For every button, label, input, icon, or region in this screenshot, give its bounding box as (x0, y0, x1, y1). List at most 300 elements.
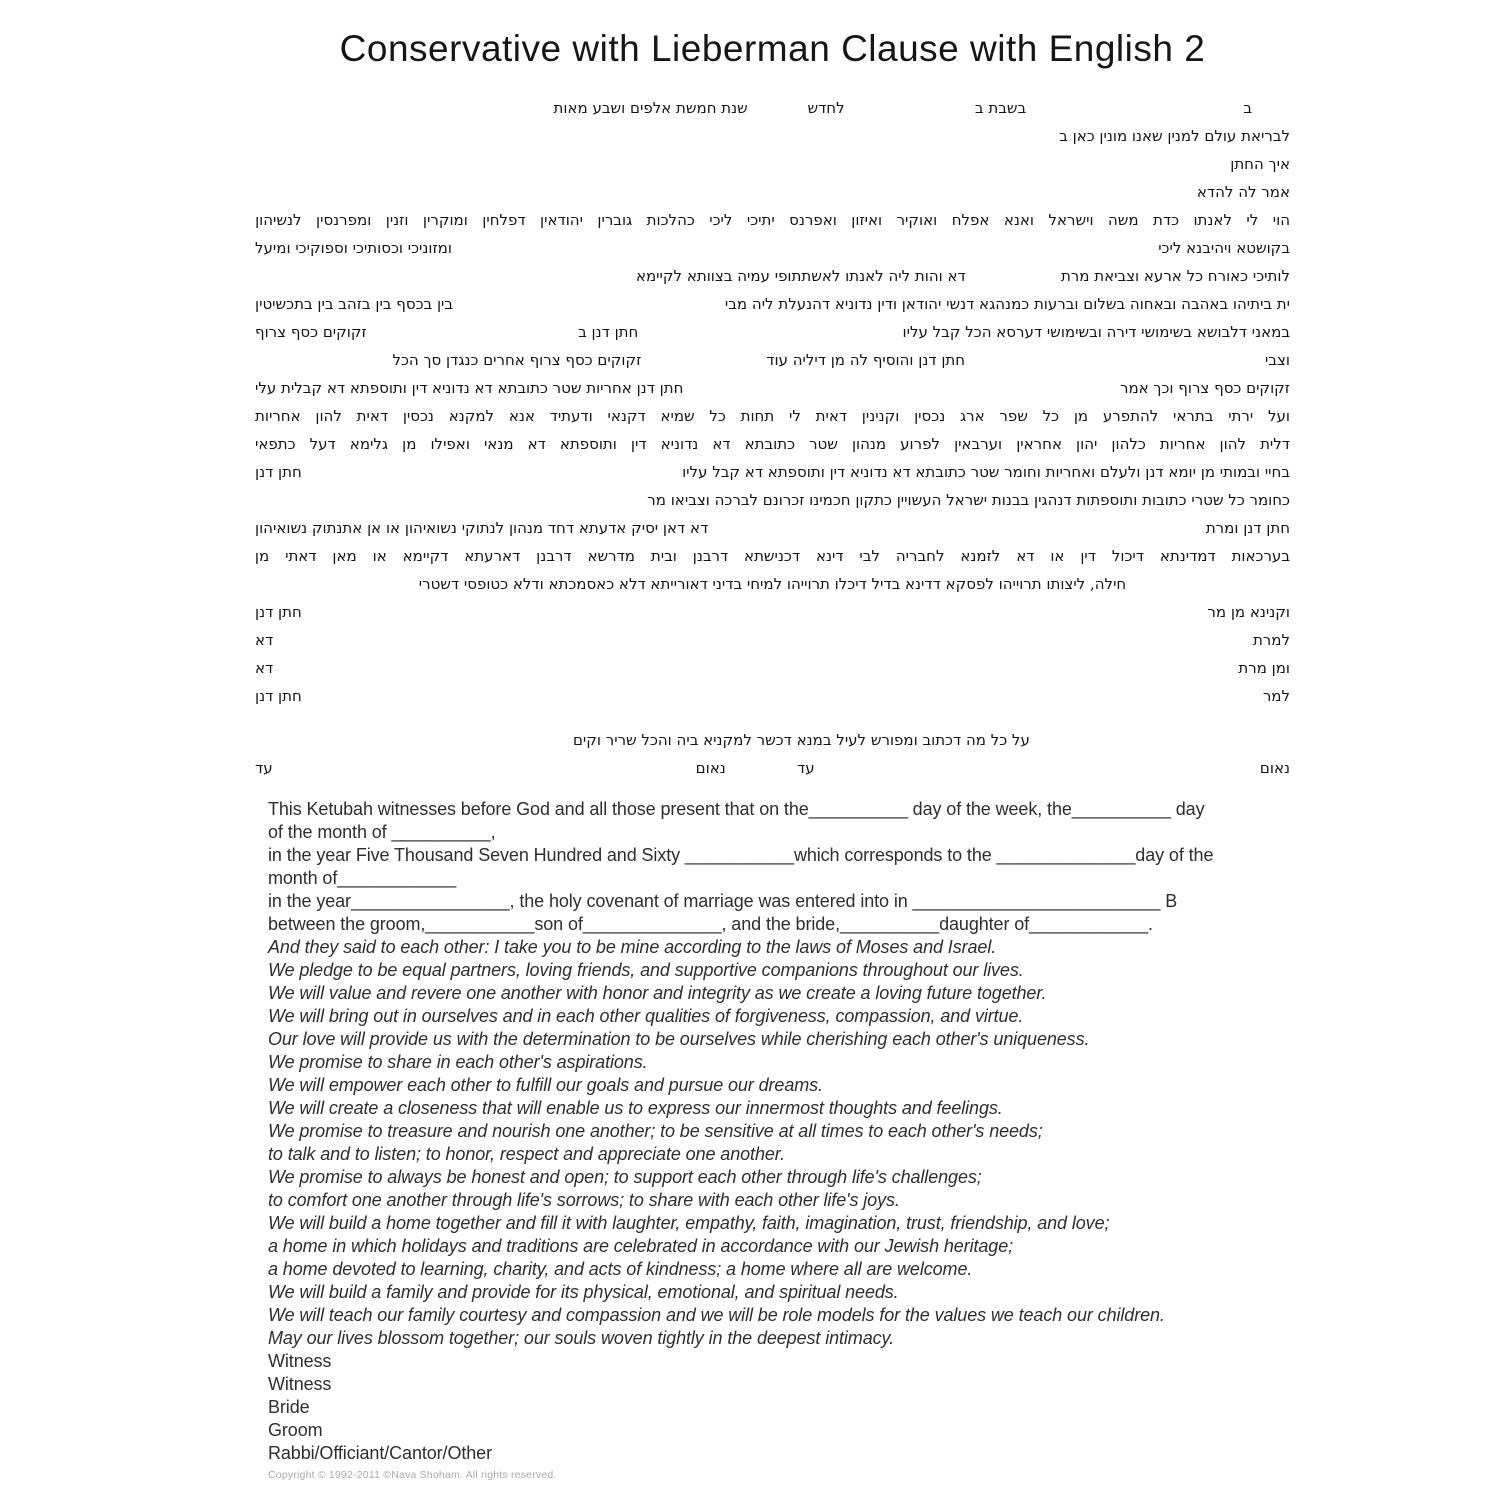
hebrew-line (255, 374, 1290, 402)
fill-in-blank-gap (514, 444, 528, 445)
hebrew-text-segment: חתן דנן (255, 687, 302, 705)
hebrew-text-segment: להתפרע (1102, 407, 1159, 425)
fill-in-blank-gap (255, 360, 392, 361)
english-vow-line: We promise to share in each other's aspirations. (268, 1052, 648, 1072)
english-vow-line: We promise to treasure and nourish one another; to be sensitive at all times to each other's needs; (268, 1121, 1043, 1141)
hebrew-text-segment: מנאי (483, 435, 514, 453)
fill-in-blank-gap (940, 444, 954, 445)
fill-in-blank-gap (726, 416, 741, 417)
fill-in-blank-gap (470, 444, 484, 445)
hebrew-text-segment: וערבאין (954, 435, 1003, 453)
english-vow-line: We will teach our family courtesy and compassion and we will be role models for the values we teach our children. (268, 1305, 1165, 1325)
hebrew-text-segment: וזנין (385, 211, 409, 229)
hebrew-line (255, 150, 1290, 178)
hebrew-text-segment: דא (255, 631, 274, 649)
fill-in-blank-gap (728, 556, 744, 557)
hebrew-text-segment: לבי (859, 547, 880, 565)
fill-in-blank-gap (387, 556, 403, 557)
fill-in-blank-gap (452, 248, 1158, 249)
english-vow-line: We promise to always be honest and open; to support each other through life's challenges; (268, 1167, 982, 1187)
fill-in-blank-gap (255, 276, 636, 277)
fill-in-blank-gap (1096, 556, 1112, 557)
hebrew-text-segment: אחראין (1016, 435, 1062, 453)
fill-in-blank-gap (1034, 220, 1048, 221)
fill-in-blank-gap (838, 444, 852, 445)
hebrew-text-segment: לאנתו (1193, 211, 1232, 229)
hebrew-text-segment: ומוקרין (422, 211, 468, 229)
hebrew-text-segment: יתיכי (746, 211, 775, 229)
fill-in-blank-gap (526, 220, 540, 221)
hebrew-text-segment: דינא (815, 547, 844, 565)
english-vow-line: We will bring out in ourselves and in each other qualities of forgiveness, compassion, and virtue. (268, 1006, 1024, 1026)
hebrew-text-segment: חתן דנן (255, 603, 302, 621)
fill-in-blank-gap (726, 768, 797, 769)
fill-in-blank-gap (815, 768, 1260, 769)
hebrew-text-segment: דעל (309, 435, 336, 453)
hebrew-text-segment: כתפאי (255, 435, 296, 453)
fill-in-blank-gap (367, 332, 578, 333)
hebrew-text-segment: בשבת ב (974, 99, 1027, 117)
fill-in-blank-gap (273, 768, 696, 769)
fill-in-blank-gap (732, 220, 746, 221)
hebrew-text-segment: ית ביתיהו באהבה ובאחוה בשלום וברעות כמנהגא דנשי יהודאן ודין נדוניא דהנעלת ליה מבי (724, 295, 1290, 313)
hebrew-text-segment: ועל (1267, 407, 1290, 425)
hebrew-text-segment: בערכאות (1231, 547, 1290, 565)
hebrew-text-segment: יהון (1076, 435, 1098, 453)
hebrew-text-segment: בין בכסף בין בזהב בין בתכשיטין (255, 295, 454, 313)
fill-in-blank-gap (937, 220, 951, 221)
hebrew-line (255, 262, 1290, 290)
hebrew-text-segment: נדוניא (660, 435, 699, 453)
hebrew-text-segment: דרבנן (536, 547, 572, 565)
fill-in-blank-gap (638, 332, 902, 333)
fill-in-blank-gap (886, 444, 900, 445)
hebrew-text-segment: דא והות ליה לאנתו לאשתתופי עמיה בצוותא לקיימא (635, 267, 966, 285)
fill-in-blank-gap (520, 556, 536, 557)
fill-in-blank-gap (1026, 108, 1243, 109)
hebrew-text-segment: מאן (332, 547, 357, 565)
english-fill-in-line: This Ketubah witnesses before God and all those present that on the__________ day of the week, the__________ day (268, 799, 1205, 819)
hebrew-line (255, 94, 1290, 122)
fill-in-blank-gap (1097, 444, 1111, 445)
english-vow-line: May our lives blossom together; our souls woven tightly in the deepest intimacy. (268, 1328, 894, 1348)
hebrew-text-segment: זקוקים כסף צרוף וכך אמר (1119, 379, 1290, 397)
fill-in-blank-gap (342, 416, 357, 417)
page-title: Conservative with Lieberman Clause with English 2 (339, 28, 1206, 69)
hebrew-text-segment: על כל מה דכתוב ומפורש לעיל במנא דכשר למקניא ביה והכל שריר וקים (572, 731, 1030, 749)
hebrew-text-segment: דא (255, 659, 274, 677)
hebrew-text-segment: איך החתן (1230, 155, 1290, 173)
hebrew-text-segment: חתן דנן (255, 463, 302, 481)
hebrew-text-segment: לותיכי כאורח כל ארעא וצביאת מרת (1060, 267, 1290, 285)
english-vow-line: We will value and revere one another with honor and integrity as we create a loving future together. (268, 983, 1047, 1003)
fill-in-blank-gap (255, 164, 1230, 165)
fill-in-blank-gap (635, 556, 651, 557)
hebrew-text-segment: דיכול (1111, 547, 1144, 565)
fill-in-blank-gap (273, 640, 1253, 641)
hebrew-text-segment: כלהון (1111, 435, 1146, 453)
hebrew-line (255, 206, 1290, 234)
hebrew-text-segment: גוברין (597, 211, 633, 229)
hebrew-text-segment: ותוספתא (559, 435, 617, 453)
hebrew-line (255, 598, 1290, 626)
hebrew-text-segment: דא (1016, 547, 1035, 565)
hebrew-text-segment: להון (1219, 435, 1247, 453)
hebrew-text-segment: דארעתא (464, 547, 521, 565)
signature-labels (268, 1351, 1253, 1466)
fill-in-blank-gap (617, 444, 631, 445)
fill-in-blank-gap (1246, 444, 1260, 445)
hebrew-text-segment: ואוקיר (896, 211, 938, 229)
fill-in-blank-gap (845, 108, 975, 109)
fill-in-blank-gap (695, 220, 709, 221)
fill-in-blank-gap (302, 220, 316, 221)
hebrew-text-segment: וישראל (1048, 211, 1094, 229)
fill-in-blank-gap (302, 696, 1263, 697)
fill-in-blank-gap (1064, 556, 1080, 557)
hebrew-text-segment: כל (1042, 407, 1060, 425)
english-vow-line: to talk and to listen; to honor, respect and appreciate one another. (268, 1144, 785, 1164)
hebrew-text-segment: עד (255, 759, 273, 777)
hebrew-text-segment: לזמנא (960, 547, 1001, 565)
english-fill-in-line: between the groom,___________son of______________, and the bride,__________daughter of____________. (268, 914, 1153, 934)
english-fill-in-line: in the year Five Thousand Seven Hundred and Sixty ___________which corresponds to the ______________day of the (268, 845, 1214, 865)
fill-in-blank-gap (695, 416, 710, 417)
fill-in-blank-gap (698, 444, 712, 445)
english-vow-line: a home in which holidays and traditions are celebrated in accordance with our Jewish heritage; (268, 1236, 1014, 1256)
fill-in-blank-gap (844, 556, 860, 557)
hebrew-text-segment: מדרשא (587, 547, 635, 565)
fill-in-blank-gap (1139, 220, 1153, 221)
english-vow-line: Our love will provide us with the determination to be ourselves while cherishing each other's uniqueness. (268, 1029, 1090, 1049)
signature-label: Groom (268, 1420, 323, 1440)
hebrew-text-segment: דפלחין (482, 211, 526, 229)
hebrew-line (255, 346, 1290, 374)
fill-in-blank-gap (302, 472, 682, 473)
fill-in-blank-gap (583, 220, 597, 221)
hebrew-text-segment: וקנינין (861, 407, 900, 425)
fill-in-blank-gap (801, 416, 816, 417)
hebrew-text-segment: דלית (1260, 435, 1290, 453)
fill-in-blank-gap (748, 108, 808, 109)
fill-in-blank-gap (632, 220, 646, 221)
english-fill-in-line: in the year________________, the holy covenant of marriage was entered into in _________________________ B (268, 891, 1178, 911)
hebrew-line (255, 458, 1290, 486)
hebrew-line (255, 726, 1290, 754)
hebrew-text-segment: ואנא (1003, 211, 1035, 229)
fill-in-blank-gap (677, 556, 693, 557)
hebrew-text-segment: חתן דנן ומרת (1205, 519, 1290, 537)
hebrew-text-segment: כתובתא (744, 435, 796, 453)
fill-in-blank-gap (1232, 220, 1246, 221)
hebrew-line (255, 754, 1290, 782)
hebrew-line (255, 290, 1290, 318)
hebrew-text-segment: דאית (356, 407, 389, 425)
hebrew-text-segment: לי (788, 407, 801, 425)
hebrew-text-segment: לי (1246, 211, 1259, 229)
hebrew-text-segment: ואפילו (430, 435, 470, 453)
hebrew-line (255, 542, 1290, 570)
hebrew-text-segment: להון (315, 407, 342, 425)
hebrew-text-segment: כל (709, 407, 726, 425)
fill-in-blank-gap (1062, 444, 1076, 445)
hebrew-line (255, 178, 1290, 206)
hebrew-line (255, 402, 1290, 430)
fill-in-blank-gap (1002, 444, 1016, 445)
fill-in-blank-gap (1000, 556, 1016, 557)
fill-in-blank-gap (882, 220, 896, 221)
hebrew-text-segment: מן (402, 435, 417, 453)
fill-in-blank-gap (1126, 584, 1290, 585)
hebrew-text-segment: דין (1080, 547, 1096, 565)
fill-in-blank-gap (847, 416, 862, 417)
fill-in-blank-gap (774, 416, 789, 417)
hebrew-text-segment: או (372, 547, 387, 565)
copyright-line: Copyright © 1992-2011 ©Nava Shoham. All rights reserved. (268, 1469, 557, 1481)
fill-in-blank-gap (944, 556, 960, 557)
english-fill-in-line: month of____________ (268, 868, 457, 888)
fill-in-blank-gap (1094, 220, 1108, 221)
hebrew-text-segment: דקיימא (402, 547, 449, 565)
fill-in-blank-gap (336, 444, 350, 445)
hebrew-text-segment: למקנא (448, 407, 495, 425)
hebrew-text-segment: גלימא (349, 435, 389, 453)
fill-in-blank-gap (448, 556, 464, 557)
hebrew-text-segment: ומן מרת (1238, 659, 1290, 677)
fill-in-blank-gap (1216, 556, 1232, 557)
fill-in-blank-gap (255, 108, 554, 109)
hebrew-text-segment: ב (1243, 99, 1252, 117)
hebrew-text-segment: כדת (1153, 211, 1180, 229)
fill-in-blank-gap (1252, 108, 1290, 109)
hebrew-line (255, 626, 1290, 654)
fill-in-blank-gap (255, 584, 419, 585)
hebrew-text-segment: או (1050, 547, 1065, 565)
english-fill-in-line: of the month of __________, (268, 822, 496, 842)
fill-in-blank-gap (388, 416, 403, 417)
hebrew-text-segment: זקוקים כסף צרוף (255, 323, 367, 341)
hebrew-text-segment: לפרוע (900, 435, 941, 453)
hebrew-text-segment: שמיא (660, 407, 695, 425)
hebrew-text-segment: אחריות (1159, 435, 1206, 453)
hebrew-text-segment: אנא (508, 407, 535, 425)
hebrew-text-segment: דאית (815, 407, 848, 425)
fill-in-blank-gap (546, 444, 560, 445)
fill-in-blank-gap (800, 556, 816, 557)
english-text-block (268, 799, 1253, 1481)
fill-in-blank-gap (1088, 416, 1103, 417)
hebrew-text-segment: מנהון (851, 435, 887, 453)
fill-in-blank-gap (1205, 444, 1219, 445)
hebrew-text-segment: ירתי (1228, 407, 1254, 425)
fill-in-blank-gap (255, 740, 573, 741)
english-vow-line: And they said to each other: I take you to be mine according to the laws of Moses and Israel. (268, 937, 997, 957)
signature-label: Witness (268, 1351, 332, 1371)
fill-in-blank-gap (646, 416, 661, 417)
fill-in-blank-gap (965, 360, 1265, 361)
hebrew-text-segment: הוי (1272, 211, 1290, 229)
hebrew-text-segment: יהודאין (540, 211, 583, 229)
fill-in-blank-gap (317, 556, 333, 557)
fill-in-blank-gap (1146, 444, 1160, 445)
fill-in-blank-gap (683, 388, 1120, 389)
hebrew-text-segment: דרבנן (692, 547, 729, 565)
hebrew-text-segment: דקנאי (607, 407, 646, 425)
fill-in-blank-gap (593, 416, 608, 417)
hebrew-line (255, 234, 1290, 262)
fill-in-blank-gap (388, 444, 402, 445)
english-vow-line: a home devoted to learning, charity, and acts of kindness; a home where all are welcome. (268, 1259, 973, 1279)
hebrew-line (255, 122, 1290, 150)
fill-in-blank-gap (572, 556, 588, 557)
hebrew-text-segment: ארג (959, 407, 985, 425)
hebrew-text-segment: דא (527, 435, 546, 453)
english-lines (268, 799, 1253, 1351)
english-vow-line: We pledge to be equal partners, loving friends, and supportive companions throughout our lives. (268, 960, 1024, 980)
hebrew-text-segment: בקושטא ויהיבנא ליכי (1158, 239, 1290, 257)
fill-in-blank-gap (1179, 220, 1193, 221)
fill-in-blank-gap (985, 416, 1000, 417)
fill-in-blank-gap (1213, 416, 1228, 417)
hebrew-text-segment: דא דאן יסיק אדעתא דחד מנהון לנתוקי נשואיהון או אן אתנתוק נשואיהון (255, 519, 709, 537)
hebrew-text-segment: שטר (809, 435, 838, 453)
fill-in-blank-gap (1253, 416, 1268, 417)
fill-in-blank-gap (301, 416, 316, 417)
hebrew-line (255, 654, 1290, 682)
hebrew-text-segment: כהלכות (646, 211, 695, 229)
hebrew-line (255, 514, 1290, 542)
fill-in-blank-gap (255, 136, 1059, 137)
hebrew-text-segment: דמדינתא (1159, 547, 1216, 565)
hebrew-text-segment: עד (797, 759, 815, 777)
fill-in-blank-gap (302, 612, 1208, 613)
english-vow-line: We will empower each other to fulfill our goals and pursue our dreams. (268, 1075, 823, 1095)
fill-in-blank-gap (255, 500, 647, 501)
english-vow-line: We will build a home together and fill it with laughter, empathy, faith, imagination, trust, friendship, and love; (268, 1213, 1110, 1233)
fill-in-blank-gap (837, 220, 851, 221)
fill-in-blank-gap (273, 668, 1238, 669)
hebrew-text-segment: כחומר כל שטרי כתובות ותוספתות דנהגין בבנות ישראל העשויין כתקון חכמינו זכרונם לברכה וצביאו מר (647, 491, 1290, 509)
fill-in-blank-gap (641, 360, 766, 361)
fill-in-blank-gap (989, 220, 1003, 221)
fill-in-blank-gap (434, 416, 449, 417)
fill-in-blank-gap (1034, 556, 1050, 557)
hebrew-text-segment: לחבריה (895, 547, 945, 565)
hebrew-text-segment: אפלח (951, 211, 990, 229)
hebrew-text-segment: מן (254, 547, 270, 565)
signature-label: Witness (268, 1374, 332, 1394)
hebrew-text-segment: נאום (695, 759, 726, 777)
fill-in-blank-gap (453, 304, 725, 305)
english-vow-line: to comfort one another through life's sorrows; to share with each other life's joys. (268, 1190, 900, 1210)
fill-in-blank-gap (468, 220, 482, 221)
hebrew-text-segment: למר (1262, 687, 1290, 705)
fill-in-blank-gap (1158, 416, 1173, 417)
fill-in-blank-gap (1258, 220, 1272, 221)
hebrew-text-segment: חתן דנן אחריות שטר כתובתא דא נדוניא דין ותוספתא דא קבלית עלי (255, 379, 684, 397)
fill-in-blank-gap (371, 220, 385, 221)
english-vow-line: We will create a closeness that will enable us to express our innermost thoughts and feelings. (268, 1098, 1003, 1118)
fill-in-blank-gap (1028, 416, 1043, 417)
signature-label: Bride (268, 1397, 310, 1417)
hebrew-text-segment: דאתי (285, 547, 317, 565)
fill-in-blank-gap (296, 444, 310, 445)
hebrew-line (255, 430, 1290, 458)
hebrew-text-segment: לנשיהון (255, 211, 302, 229)
hebrew-text-segment: ובית (650, 547, 677, 565)
hebrew-text-segment: בחיי ובמותי מן יומא דנן ולעלם ואחריות וחומר שטר כתובתא דא נדוניא דין ותוספתא דא קבל עליו (682, 463, 1290, 481)
hebrew-text-segment: אמר לה להדא (1196, 183, 1290, 201)
english-vow-line: We will build a family and provide for its physical, emotional, and spiritual needs. (268, 1282, 899, 1302)
hebrew-line (255, 486, 1290, 514)
fill-in-blank-gap (945, 416, 960, 417)
fill-in-blank-gap (357, 556, 373, 557)
hebrew-text-segment: לחדש (807, 99, 845, 117)
hebrew-text-segment: ואיזון (851, 211, 883, 229)
signature-label: Rabbi/Officiant/Cantor/Other (268, 1443, 492, 1463)
hebrew-text-segment: וקנינא מן מר (1207, 603, 1290, 621)
hebrew-text-segment: מן (1073, 407, 1089, 425)
hebrew-text-segment: ומזוניכי וכסותיכי וספוקיכי ומיעל (255, 239, 452, 257)
hebrew-text-segment: נאום (1259, 759, 1290, 777)
fill-in-blank-gap (775, 220, 789, 221)
hebrew-text-segment: נכסין (402, 407, 434, 425)
hebrew-text-segment: חתן דנן ב (578, 323, 639, 341)
hebrew-line (255, 318, 1290, 346)
hebrew-text-segment: לבריאת עולם למנין שאנו מונין כאן ב (1059, 127, 1290, 145)
hebrew-text-segment: וצבי (1264, 351, 1290, 369)
hebrew-text-segment: במאני דלבושא בשימושי דירה ובשימושי דערסא הכל קבל עליו (902, 323, 1290, 341)
fill-in-blank-gap (647, 444, 661, 445)
hebrew-aramaic-text-block (255, 94, 1290, 782)
fill-in-blank-gap (795, 444, 809, 445)
hebrew-text-segment: חתן דנן והוסיף לה מן דיליה עוד (766, 351, 966, 369)
hebrew-text-segment: חילה, ליצותו תרוייהו לפסקא דדינא בדיל דיכלו תרוייהו למיחי בדיני דאורייתא דלא כאסמכתא ודלא כטופסי דשטרי (418, 575, 1127, 593)
hebrew-text-segment: ומפרנסין (316, 211, 372, 229)
hebrew-text-segment: תחות (740, 407, 775, 425)
fill-in-blank-gap (535, 416, 550, 417)
fill-in-blank-gap (731, 444, 745, 445)
fill-in-blank-gap (494, 416, 509, 417)
hebrew-text-segment: שפר (999, 407, 1028, 425)
fill-in-blank-gap (416, 444, 430, 445)
hebrew-text-segment: דכנישתא (744, 547, 801, 565)
fill-in-blank-gap (899, 416, 914, 417)
hebrew-text-segment: בתראי (1173, 407, 1214, 425)
hebrew-text-segment: נכסין (914, 407, 946, 425)
hebrew-text-segment: אחריות (255, 407, 301, 425)
hebrew-text-segment: דא (712, 435, 731, 453)
fill-in-blank-gap (880, 556, 896, 557)
fill-in-blank-gap (708, 528, 1206, 529)
hebrew-text-segment: ודעתיד (549, 407, 593, 425)
hebrew-line (255, 570, 1290, 598)
hebrew-line (255, 682, 1290, 710)
fill-in-blank-gap (1030, 740, 1290, 741)
fill-in-blank-gap (1144, 556, 1160, 557)
fill-in-blank-gap (255, 192, 1197, 193)
hebrew-text-segment: זקוקים כסף צרוף אחרים כנגדן סך הכל (392, 351, 642, 369)
hebrew-text-segment: דין (630, 435, 647, 453)
fill-in-blank-gap (1059, 416, 1074, 417)
hebrew-text-segment: ליכי (709, 211, 733, 229)
fill-in-blank-gap (408, 220, 422, 221)
fill-in-blank-gap (269, 556, 285, 557)
fill-in-blank-gap (966, 276, 1061, 277)
hebrew-text-segment: משה (1107, 211, 1139, 229)
hebrew-text-segment: למרת (1252, 631, 1290, 649)
hebrew-text-segment: שנת חמשת אלפים ושבע מאות (553, 99, 748, 117)
